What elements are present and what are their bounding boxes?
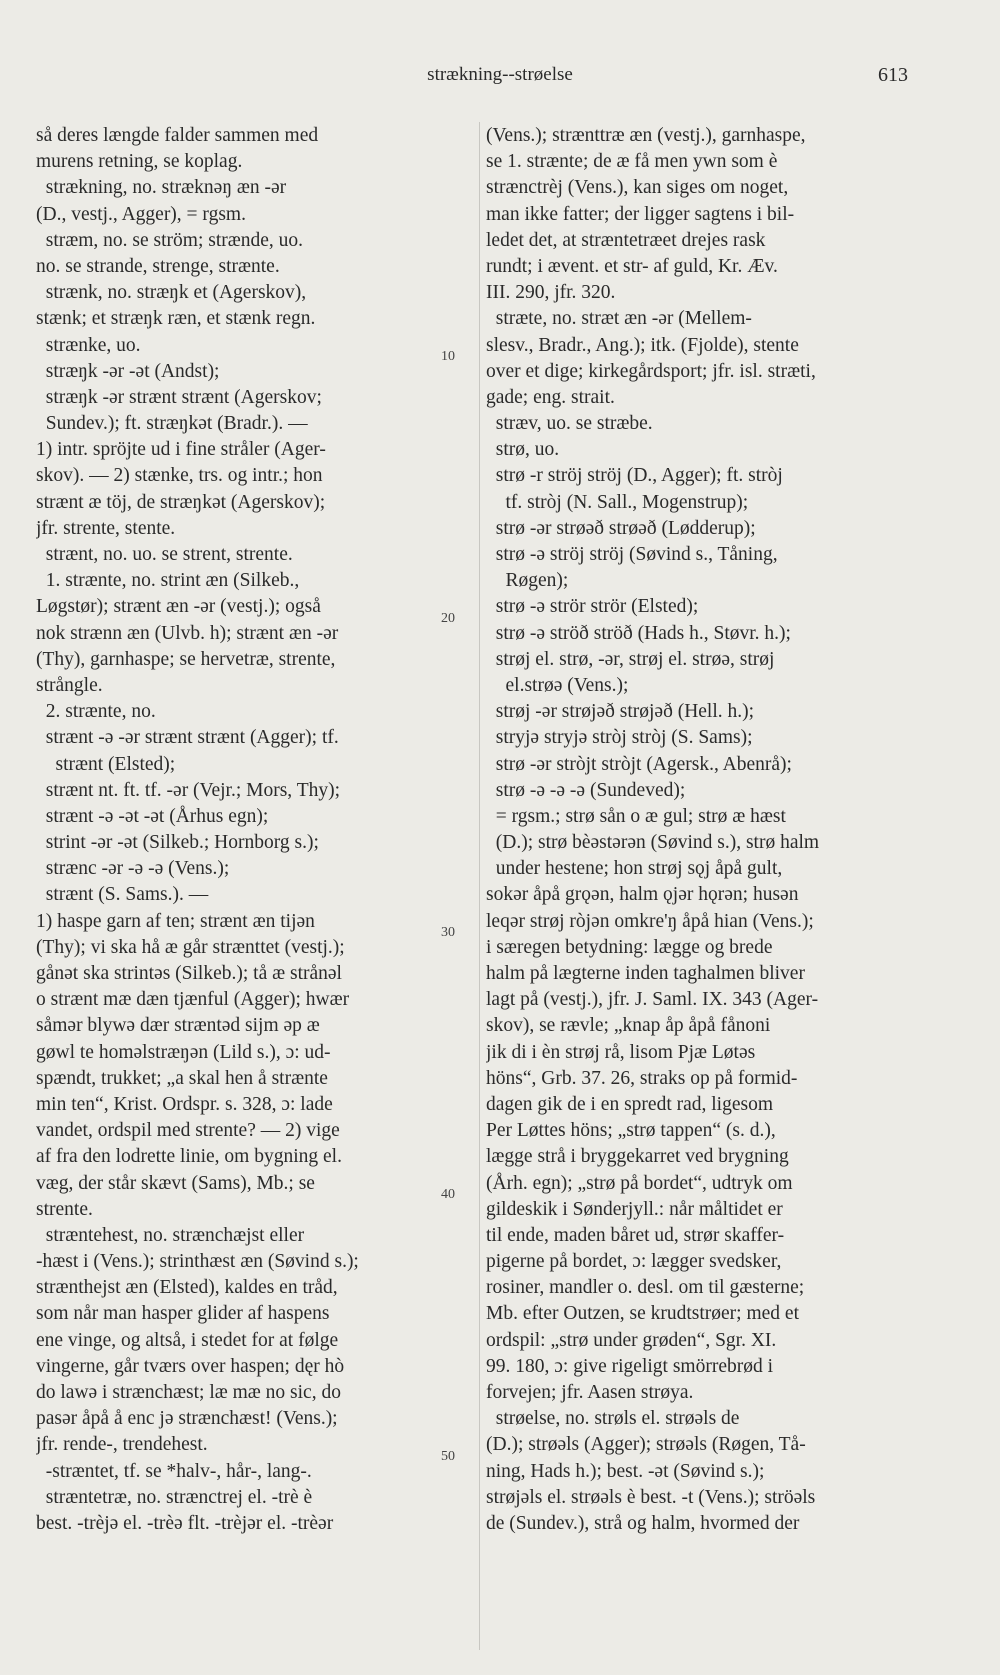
text-line: gildeskik i Sønderjyll.: når måltidet er — [486, 1198, 783, 1220]
line-number: 20 — [441, 611, 455, 626]
text-line: (Årh. egn); „strø på bordet“, udtryk om — [486, 1172, 793, 1194]
text-line: stræŋk -ər -ət (Andst); — [36, 360, 220, 382]
text-line: strækning, no. stræknəŋ æn -ər — [36, 177, 287, 199]
text-line: strænt (S. Sams.). — — [36, 884, 209, 906]
text-line: nok strænn æn (Ulvb. h); strænt æn -ər — [36, 622, 339, 644]
text-line: under hestene; hon strøj sǫj åpå gult, — [486, 858, 783, 880]
text-line: stræm, no. se ström; strænde, uo. — [36, 229, 304, 251]
line-number: 10 — [441, 349, 455, 364]
text-line: stænk; et stræŋk ræn, et stænk regn. — [36, 308, 316, 330]
text-line: (D., vestj., Agger), = rgsm. — [36, 203, 246, 225]
text-line: strænthejst æn (Elsted), kaldes en tråd, — [36, 1277, 338, 1299]
text-line: el.strøə (Vens.); — [486, 674, 629, 696]
text-line: strø -ə strör strör (Elsted); — [486, 596, 699, 618]
text-line: do lawə i strænchæst; læ mæ no sic, do — [36, 1382, 341, 1403]
text-line: stræŋk -ər strænt strænt (Agerskov; — [36, 386, 322, 408]
text-line: strænt -ə -ər strænt strænt (Agger); tf. — [36, 727, 339, 749]
text-line: rosiner, mandler o. desl. om til gæsterne; — [486, 1277, 805, 1299]
text-line: lagt på (vestj.), jfr. J. Saml. IX. 343 (Ager- — [486, 989, 819, 1011]
text-line: strø -ər strøəð strøəð (Lødderup); — [486, 517, 756, 539]
text-line: vingerne, går tværs over haspen; dęr hò — [36, 1355, 345, 1377]
text-line: såmər blywə dær stræntəd sijm əp æ — [36, 1015, 320, 1037]
text-line: best. -trèjə el. -trèə flt. -trèjər el. -trèər — [36, 1512, 334, 1534]
text-line: se 1. strænte; de æ få men ywn som è — [486, 151, 778, 173]
text-line: gånət ska strintəs (Silkeb.); tå æ strånəl — [36, 963, 342, 984]
text-line: III. 290, jfr. 320. — [486, 282, 616, 304]
text-line: (Thy); vi ska hå æ går strænttet (vestj.); — [36, 936, 345, 958]
text-line: jfr. rende-, trendehest. — [36, 1434, 208, 1456]
text-line: jik di i èn strøj rå, lisom Pjæ Løtəs — [486, 1041, 756, 1063]
text-line: 99. 180, ɔ: give rigeligt smörrebrød i — [486, 1355, 774, 1377]
text-line: (D.); strø bèəstərən (Søvind s.), strø halm — [486, 832, 820, 854]
text-line: Per Løttes höns; „strø tappen“ (s. d.), — [486, 1120, 776, 1142]
text-line: strø, uo. — [486, 439, 560, 461]
text-line: stræntehest, no. strænchæjst eller — [36, 1224, 305, 1246]
running-title: strækning--strøelse — [427, 64, 573, 85]
text-line: strø -ə ströj ströj (Søvind s., Tåning, — [486, 544, 778, 565]
line-number: 30 — [441, 925, 455, 940]
text-line: de (Sundev.), strå og halm, hvormed der — [486, 1512, 800, 1534]
text-line: halm på lægterne inden taghalmen bliver — [486, 963, 805, 984]
text-line: leqər strøj ròjən omkre'ŋ åpå hian (Vens.); — [486, 910, 814, 932]
line-number: 50 — [441, 1449, 455, 1464]
text-line: strø -ə ströð ströð (Hads h., Støvr. h.); — [486, 622, 791, 644]
text-line: til ende, maden båret ud, strør skaffer- — [486, 1224, 785, 1246]
text-line: stræv, uo. se stræbe. — [486, 413, 653, 435]
text-line: strænt, no. uo. se strent, strente. — [36, 544, 293, 565]
text-line: strænc -ər -ə -ə (Vens.); — [36, 858, 230, 880]
column-divider — [479, 122, 480, 1650]
text-line: = rgsm.; strø sån o æ gul; strø æ hæst — [486, 805, 786, 827]
text-line: stræte, no. stræt æn -ər (Mellem- — [486, 308, 752, 330]
text-line: lægge strå i bryggekarret ved brygning — [486, 1146, 789, 1168]
text-line: rundt; i ævent. et str- af guld, Kr. Æv. — [486, 255, 778, 277]
text-line: (Thy), garnhaspe; se hervetræ, strente, — [36, 648, 336, 670]
text-line: ledet det, at stræntetræet drejes rask — [486, 229, 766, 251]
text-line: pigerne på bordet, ɔ: lægger svedsker, — [486, 1251, 782, 1273]
text-line: strøelse, no. strøls el. strøəls de — [486, 1408, 740, 1430]
text-line: pasər åpå å enc jə strænchæst! (Vens.); — [36, 1408, 338, 1430]
text-line: min ten“, Krist. Ordspr. s. 328, ɔ: lade — [36, 1093, 333, 1115]
text-line: strænt nt. ft. tf. -ər (Vejr.; Mors, Thy); — [36, 779, 341, 801]
text-line: skov), se rævle; „knap åp åpå fånoni — [486, 1015, 771, 1037]
text-line: tf. stròj (N. Sall., Mogenstrup); — [486, 491, 749, 513]
text-line: stryjə stryjə stròj stròj (S. Sams); — [486, 727, 753, 749]
text-line: gade; eng. strait. — [486, 386, 615, 408]
text-line: (Vens.); strænttræ æn (vestj.), garnhaspe, — [486, 125, 806, 146]
text-line: murens retning, se koplag. — [36, 151, 243, 173]
text-line: vandet, ordspil med strente? — 2) vige — [36, 1120, 340, 1142]
text-line: væg, der står skævt (Sams), Mb.; se — [36, 1172, 315, 1194]
text-line: som når man hasper glider af haspens — [36, 1303, 330, 1325]
text-line: strø -ər stròjt stròjt (Agersk., Abenrå); — [486, 753, 792, 775]
text-line: i særegen betydning: lægge og brede — [486, 936, 773, 958]
text-line: ene vinge, og altså, i stedet for at følge — [36, 1329, 339, 1351]
text-line: man ikke fatter; der ligger sagtens i bil- — [486, 203, 795, 225]
text-line: sokər åpå grǫən, halm ǫjər hǫrən; husən — [486, 884, 799, 906]
text-line: strångle. — [36, 674, 103, 696]
text-line: af fra den lodrette linie, om bygning el. — [36, 1146, 342, 1168]
text-line: strint -ər -ət (Silkeb.; Hornborg s.); — [36, 832, 319, 854]
text-line: strænt -ə -ət -ət (Århus egn); — [36, 805, 269, 827]
text-line: strøj el. strø, -ər, strøj el. strøə, strøj — [486, 648, 775, 670]
text-line: (D.); strøəls (Agger); strøəls (Røgen, Tå- — [486, 1434, 806, 1456]
text-line: Løgstør); strænt æn -ər (vestj.); også — [36, 596, 321, 618]
text-line: ordspil: „strø under grøden“, Sgr. XI. — [486, 1329, 777, 1351]
text-line: strænk, no. stræŋk et (Agerskov), — [36, 282, 307, 304]
left-column — [36, 123, 466, 1537]
text-line: höns“, Grb. 37. 26, straks op på formid- — [486, 1067, 798, 1089]
text-line: strø -r ströj ströj (D., Agger); ft. stròj — [486, 465, 783, 487]
text-line: dagen gik de i en spredt rad, ligesom — [486, 1093, 774, 1115]
text-line: strøj -ər strøjəð strøjəð (Hell. h.); — [486, 701, 755, 723]
page-header — [0, 64, 1000, 94]
text-line: strænke, uo. — [36, 334, 141, 356]
line-number: 40 — [441, 1187, 455, 1202]
text-line: over et dige; kirkegårdsport; jfr. isl. stræti, — [486, 360, 816, 382]
text-line: -stræntet, tf. se *halv-, hår-, lang-. — [36, 1460, 312, 1482]
text-line: 1) haspe garn af ten; strænt æn tijən — [36, 910, 315, 932]
text-line: o strænt mæ dæn tjænful (Agger); hwær — [36, 989, 350, 1011]
text-line: strænctrèj (Vens.), kan siges om noget, — [486, 177, 789, 199]
text-line: no. se strande, strenge, strænte. — [36, 255, 280, 277]
text-line: strænt æ töj, de stræŋkət (Agerskov); — [36, 491, 326, 513]
text-line: gøwl te homəlstræŋən (Lild s.), ɔ: ud- — [36, 1041, 331, 1063]
text-line: ning, Hads h.); best. -ət (Søvind s.); — [486, 1460, 765, 1482]
text-line: strøjəls el. strøəls è best. -t (Vens.); ströəls — [486, 1486, 816, 1508]
text-line: strænt (Elsted); — [36, 753, 176, 775]
text-line: Sundev.); ft. stræŋkət (Bradr.). — — [36, 413, 308, 435]
text-line: -hæst i (Vens.); strinthæst æn (Søvind s.); — [36, 1251, 359, 1273]
text-line: Røgen); — [486, 570, 569, 592]
text-line: strø -ə -ə -ə (Sundeved); — [486, 779, 686, 801]
text-line: stræntetræ, no. strænctrej el. -trè è — [36, 1486, 313, 1508]
text-line: strente. — [36, 1198, 93, 1220]
text-line: 1. strænte, no. strint æn (Silkeb., — [36, 570, 300, 592]
text-line: slesv., Bradr., Ang.); itk. (Fjolde), stente — [486, 334, 799, 356]
text-line: Mb. efter Outzen, se krudtstrøer; med et — [486, 1303, 799, 1325]
text-line: spændt, trukket; „a skal hen å strænte — [36, 1067, 328, 1089]
right-column — [486, 123, 966, 1537]
text-line: 1) intr. spröjte ud i fine stråler (Ager- — [36, 439, 326, 461]
text-line: så deres længde falder sammen med — [36, 125, 319, 146]
text-line: 2. strænte, no. — [36, 701, 156, 723]
page-number: 613 — [878, 64, 908, 86]
text-line: forvejen; jfr. Aasen strøya. — [486, 1382, 694, 1403]
text-line: jfr. strente, stente. — [36, 517, 176, 539]
text-line: skov). — 2) stænke, trs. og intr.; hon — [36, 465, 323, 487]
